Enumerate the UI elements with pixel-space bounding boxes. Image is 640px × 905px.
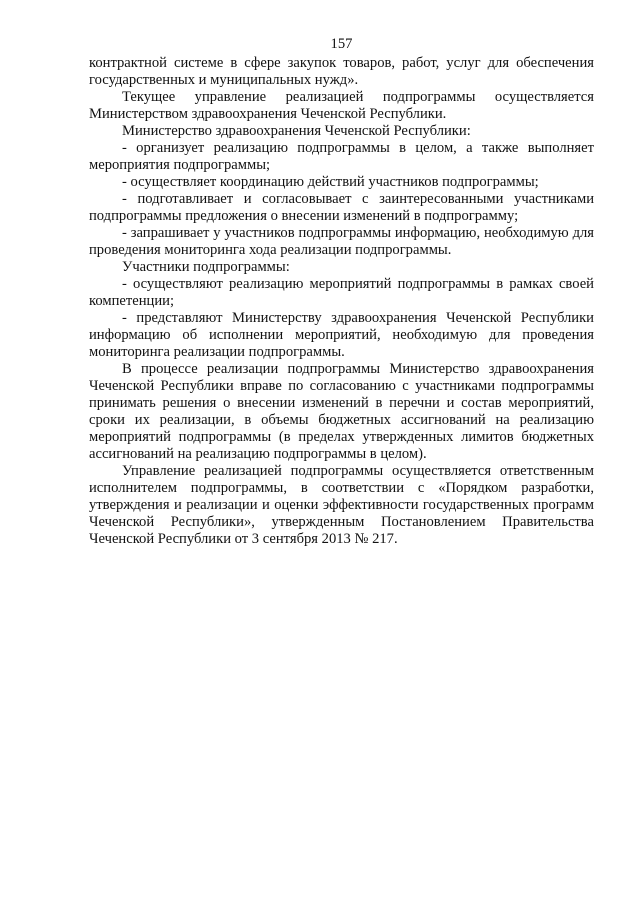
list-item-implement: - осуществляют реализацию мероприятий подпрограммы в рамках своей компетенции; xyxy=(89,276,594,309)
paragraph-management-responsible: Управление реализацией подпрограммы осуществляется ответственным исполнителем подпрограммы, в соответствии с «Порядком разработки, утверждения и реализации и оценки эффективности государственных программ Чеченской Республики», утвержденным Постановлением Правительства Чеченской Республики от 3 сентября 2013 № 217. xyxy=(89,463,594,547)
page-number: 157 xyxy=(330,36,353,52)
document-page xyxy=(89,36,594,548)
paragraph-current-management: Текущее управление реализацией подпрограммы осуществляется Министерством здравоохранения Чеченской Республики. xyxy=(89,89,594,122)
list-item-organizes: - организует реализацию подпрограммы в целом, а также выполняет мероприятия подпрограммы; xyxy=(89,140,594,173)
document-body xyxy=(89,55,594,548)
paragraph-ministry-heading: Министерство здравоохранения Чеченской Республики: xyxy=(122,123,471,139)
paragraph-implementation-process: В процессе реализации подпрограммы Министерство здравоохранения Чеченской Республики вправе по согласованию с участниками подпрограммы принимать решения о внесении изменений в перечни и состав мероприятий, сроки их реализации, в объемы бюджетных ассигнований на реализацию мероприятий подпрограммы (в пределах утвержденных лимитов бюджетных ассигнований на реализацию подпрограммы в целом). xyxy=(89,361,594,462)
paragraph-participants-heading: Участники подпрограммы: xyxy=(122,259,290,275)
list-item-requests: - запрашивает у участников подпрограммы информацию, необходимую для проведения мониторинга хода реализации подпрограммы. xyxy=(89,225,594,258)
list-item-coordinates: - осуществляет координацию действий участников подпрограммы; xyxy=(122,174,539,190)
list-item-submit: - представляют Министерству здравоохранения Чеченской Республики информацию об исполнении мероприятий, необходимую для проведения мониторинга реализации подпрограммы. xyxy=(89,310,594,360)
paragraph-continuation: контрактной системе в сфере закупок товаров, работ, услуг для обеспечения государственных и муниципальных нужд». xyxy=(89,55,594,88)
list-item-prepares: - подготавливает и согласовывает с заинтересованными участниками подпрограммы предложения о внесении изменений в подпрограмму; xyxy=(89,191,594,224)
